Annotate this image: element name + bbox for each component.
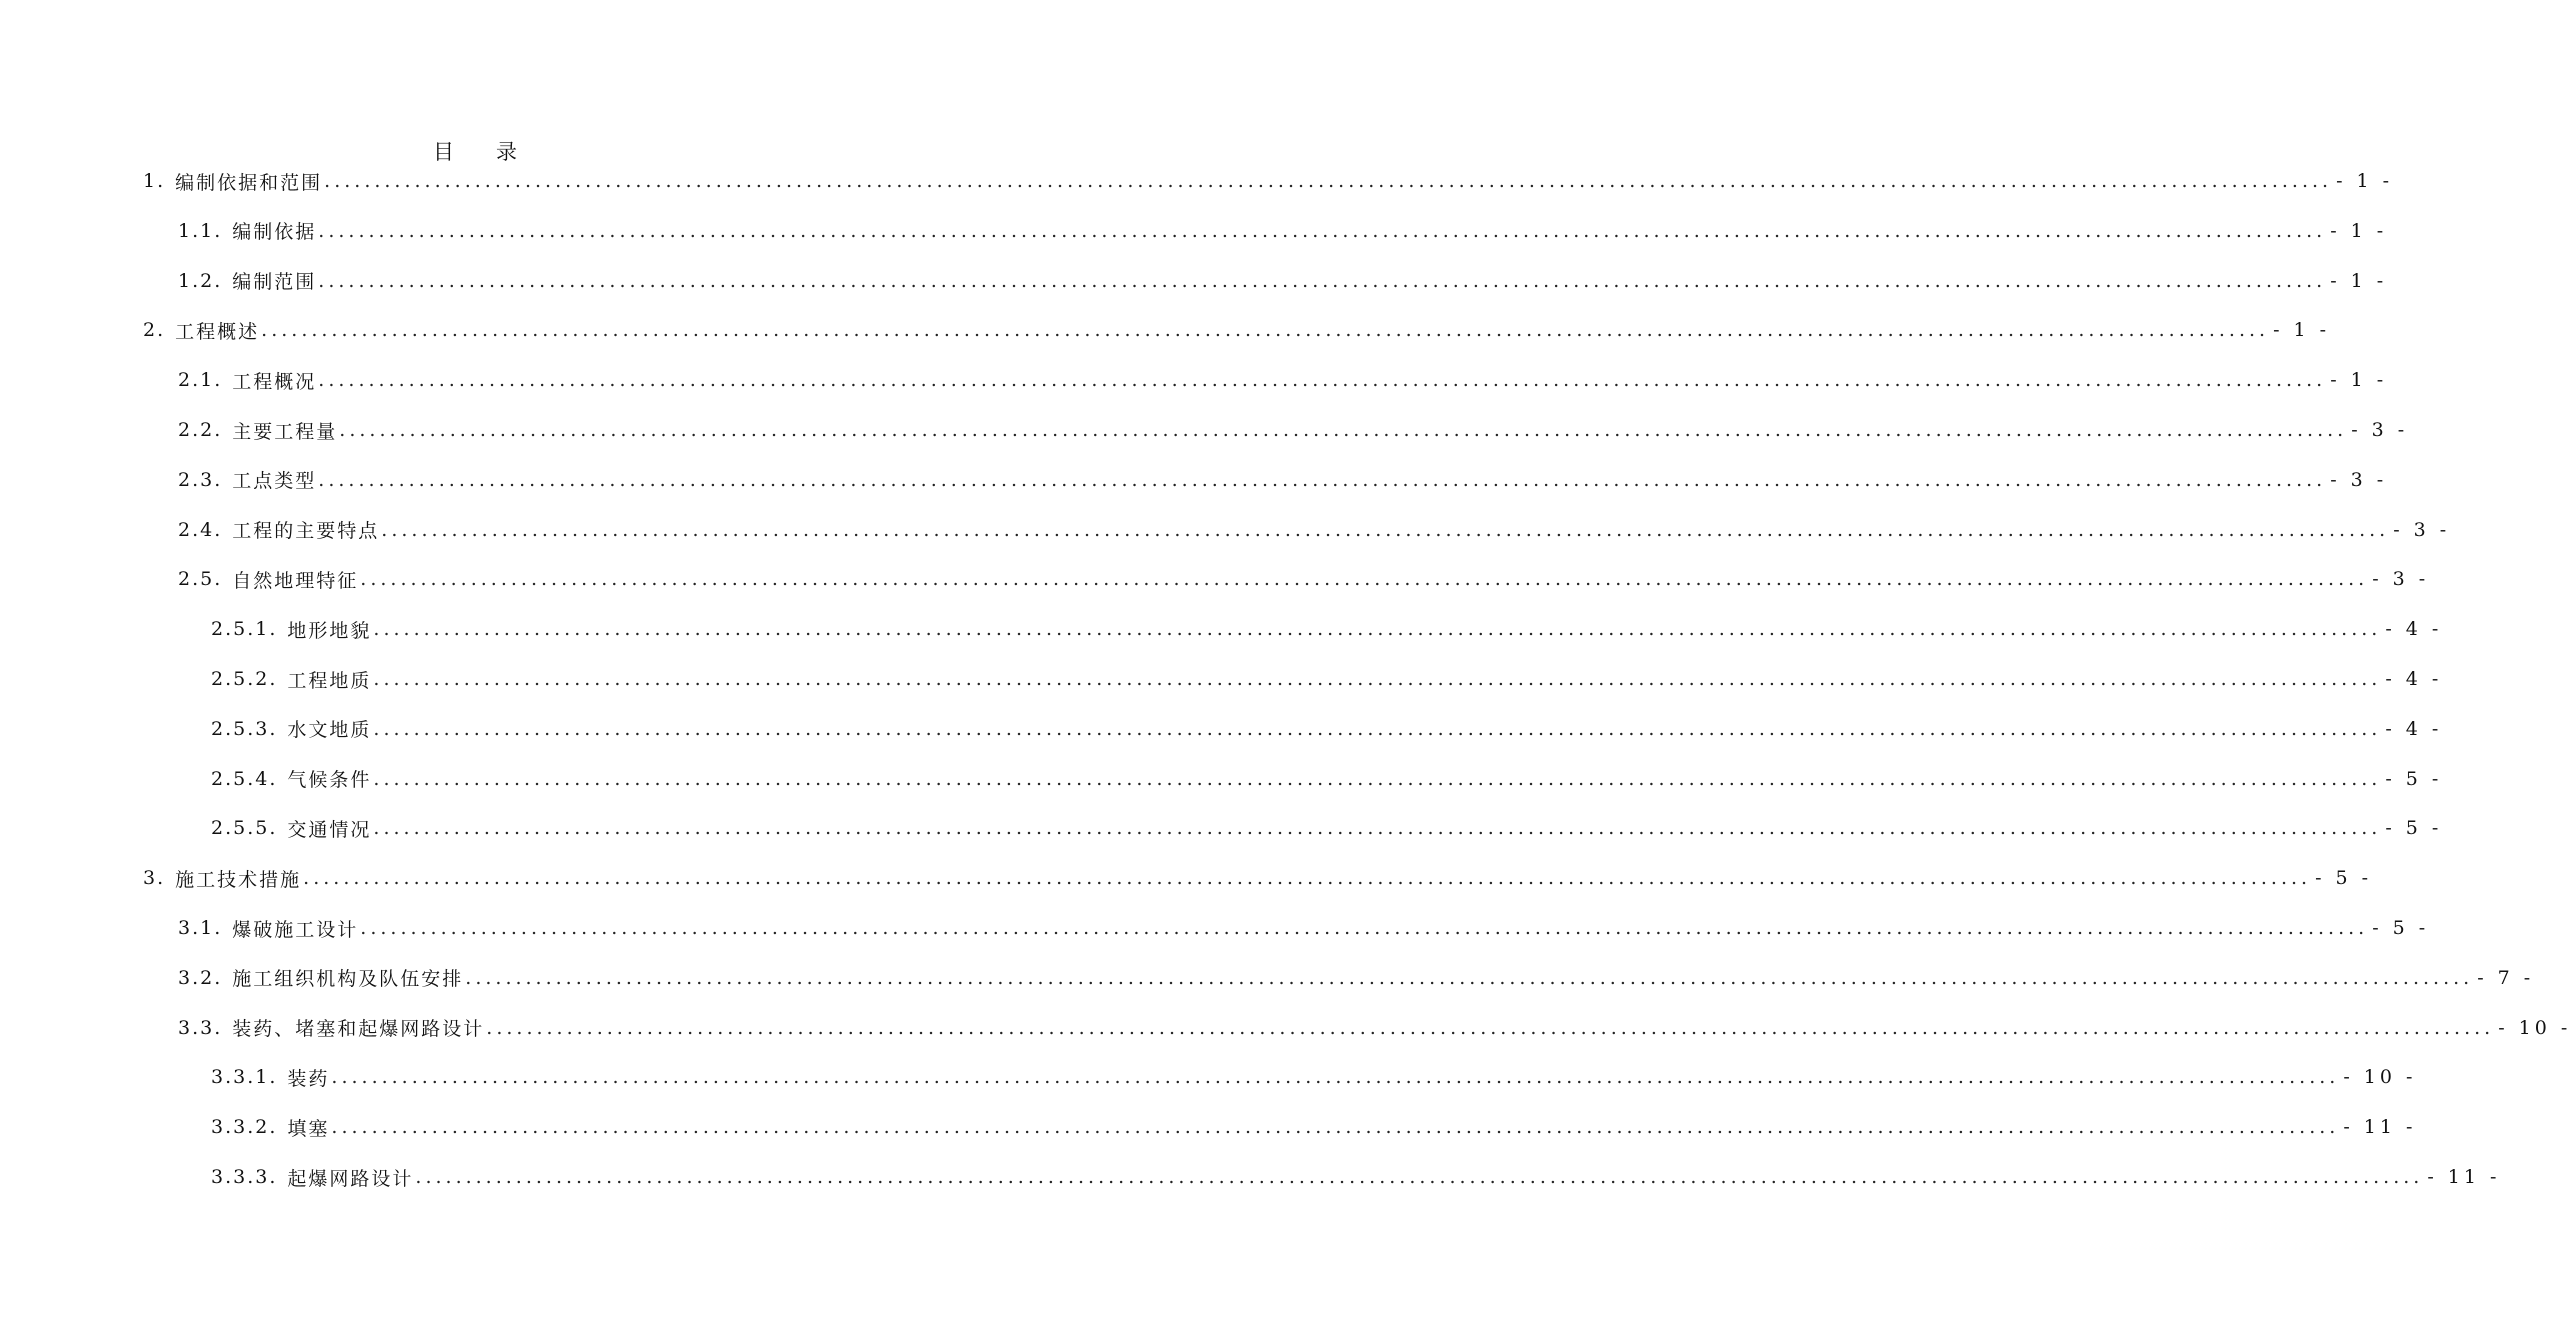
toc-entry-level-3[interactable] — [211, 1157, 2501, 1197]
toc-entry-level-2[interactable] — [178, 410, 2409, 450]
toc-entry-title: 施工技术措施 — [175, 868, 302, 891]
toc-entry-number: 3.3. — [178, 1016, 223, 1039]
toc-entry-title: 爆破施工设计 — [232, 918, 359, 941]
toc-dot-leader: ........................................................................................................................................................................................................ — [331, 1066, 2340, 1089]
toc-entry-page-number: - 4 - — [2385, 668, 2443, 690]
toc-entry-title: 自然地理特征 — [232, 569, 359, 592]
toc-entry-number: 2.5.3. — [211, 717, 278, 740]
toc-entry-level-2[interactable] — [178, 460, 2388, 500]
toc-dot-leader: ........................................................................................................................................................................................................ — [339, 419, 2348, 441]
toc-dot-leader: ........................................................................................................................................................................................................ — [373, 668, 2382, 690]
toc-entry-number: 3.3.1. — [211, 1066, 278, 1089]
toc-entry-number: 2.5. — [178, 568, 223, 591]
toc-entry-page-number: - 5 - — [2315, 867, 2373, 890]
toc-entry-level-2[interactable] — [178, 958, 2535, 998]
toc-dot-leader: ........................................................................................................................................................................................................ — [303, 867, 2312, 890]
toc-entry-page-number: - 1 - — [2330, 269, 2388, 292]
toc-dot-leader: ........................................................................................................................................................................................................ — [465, 966, 2474, 989]
toc-entry-title: 地形地貌 — [287, 619, 372, 642]
toc-dot-leader: ........................................................................................................................................................................................................ — [261, 319, 2270, 342]
toc-entry-level-2[interactable] — [178, 559, 2430, 599]
toc-entry-title: 水文地质 — [287, 719, 372, 742]
toc-dot-leader: ........................................................................................................................................................................................................ — [360, 917, 2369, 939]
toc-entry-number: 1.1. — [178, 219, 223, 242]
toc-entry-title: 填塞 — [287, 1117, 330, 1140]
toc-entry-number: 3.3.2. — [211, 1116, 278, 1139]
toc-dot-leader: ........................................................................................................................................................................................................ — [373, 767, 2382, 790]
toc-entry-page-number: - 1 - — [2273, 319, 2331, 342]
toc-dot-leader: ........................................................................................................................................................................................................ — [381, 518, 2390, 541]
toc-entry-number: 1. — [143, 170, 166, 192]
toc-entry-page-number: - 7 - — [2477, 966, 2535, 989]
toc-entry-title: 气候条件 — [287, 769, 372, 792]
toc-entry-number: 2. — [143, 319, 166, 342]
toc-entry-page-number: - 3 - — [2330, 468, 2388, 491]
toc-entry-title: 起爆网路设计 — [287, 1167, 414, 1190]
toc-dot-leader: ........................................................................................................................................................................................................ — [318, 219, 2327, 242]
toc-entry-title: 工程地质 — [287, 669, 372, 692]
toc-entry-page-number: - 5 - — [2385, 767, 2443, 790]
toc-entry-level-1[interactable] — [143, 161, 2394, 201]
toc-entry-page-number: - 3 - — [2372, 568, 2430, 591]
toc-entry-number: 3.1. — [178, 917, 223, 939]
toc-dot-leader: ........................................................................................................................................................................................................ — [373, 817, 2382, 840]
toc-dot-leader: ........................................................................................................................................................................................................ — [373, 717, 2382, 740]
toc-entry-number: 2.5.2. — [211, 668, 278, 690]
toc-entry-page-number: - 10 - — [2343, 1066, 2417, 1089]
toc-entry-title: 工点类型 — [232, 470, 317, 493]
toc-dot-leader: ........................................................................................................................................................................................................ — [324, 170, 2333, 192]
toc-dot-leader: ........................................................................................................................................................................................................ — [318, 269, 2327, 292]
toc-entry-page-number: - 1 - — [2330, 219, 2388, 242]
toc-title: 目 录 — [433, 140, 517, 164]
toc-entry-title: 编制依据 — [232, 221, 317, 244]
toc-dot-leader: ........................................................................................................................................................................................................ — [360, 568, 2369, 591]
toc-dot-leader: ........................................................................................................................................................................................................ — [318, 369, 2327, 392]
toc-entry-number: 2.5.5. — [211, 817, 278, 840]
toc-entry-title: 交通情况 — [287, 818, 372, 841]
toc-dot-leader: ........................................................................................................................................................................................................ — [415, 1166, 2424, 1188]
toc-dot-leader: ........................................................................................................................................................................................................ — [318, 468, 2327, 491]
toc-entry-level-1[interactable] — [143, 310, 2331, 350]
toc-entry-title: 工程的主要特点 — [232, 520, 380, 543]
toc-entry-page-number: - 11 - — [2343, 1116, 2417, 1139]
toc-entry-level-2[interactable] — [178, 360, 2388, 400]
toc-entry-number: 3.3.3. — [211, 1166, 278, 1188]
toc-dot-leader: ........................................................................................................................................................................................................ — [373, 618, 2382, 641]
toc-entry-level-2[interactable] — [178, 908, 2430, 948]
toc-entry-title: 工程概述 — [175, 320, 260, 343]
toc-entry-level-1[interactable] — [143, 858, 2373, 898]
toc-entry-level-2[interactable] — [178, 261, 2388, 301]
toc-dot-leader: ........................................................................................................................................................................................................ — [331, 1116, 2340, 1139]
toc-entry-number: 2.1. — [178, 369, 223, 392]
toc-entry-level-2[interactable] — [178, 1008, 2571, 1048]
toc-entry-page-number: - 10 - — [2498, 1016, 2571, 1039]
toc-entry-number: 3.2. — [178, 966, 223, 989]
toc-entry-page-number: - 11 - — [2427, 1166, 2501, 1188]
toc-entry-page-number: - 1 - — [2336, 170, 2394, 192]
toc-entry-title: 装药、堵塞和起爆网路设计 — [232, 1018, 485, 1041]
toc-entry-level-3[interactable] — [211, 808, 2443, 848]
toc-entry-level-3[interactable] — [211, 659, 2443, 699]
toc-entry-level-3[interactable] — [211, 759, 2443, 799]
toc-entry-title: 工程概况 — [232, 370, 317, 393]
toc-entry-page-number: - 3 - — [2351, 419, 2409, 441]
toc-entry-page-number: - 4 - — [2385, 618, 2443, 641]
toc-entry-level-3[interactable] — [211, 1107, 2417, 1147]
toc-entry-level-3[interactable] — [211, 1057, 2417, 1097]
toc-entry-page-number: - 3 - — [2393, 518, 2451, 541]
toc-entry-number: 3. — [143, 867, 166, 890]
toc-entry-number: 2.4. — [178, 518, 223, 541]
toc-entry-title: 施工组织机构及队伍安排 — [232, 968, 464, 991]
toc-entry-title: 主要工程量 — [232, 420, 338, 443]
toc-entry-page-number: - 5 - — [2372, 917, 2430, 939]
toc-entry-level-2[interactable] — [178, 211, 2388, 251]
toc-entry-number: 2.3. — [178, 468, 223, 491]
toc-dot-leader: ........................................................................................................................................................................................................ — [486, 1016, 2495, 1039]
toc-entry-level-2[interactable] — [178, 510, 2451, 550]
toc-entry-level-3[interactable] — [211, 609, 2443, 649]
toc-entry-title: 编制依据和范围 — [175, 171, 323, 194]
toc-entry-page-number: - 5 - — [2385, 817, 2443, 840]
toc-entry-page-number: - 1 - — [2330, 369, 2388, 392]
toc-entry-number: 1.2. — [178, 269, 223, 292]
toc-entry-number: 2.5.1. — [211, 618, 278, 641]
toc-entry-title: 装药 — [287, 1067, 330, 1090]
toc-entry-page-number: - 4 - — [2385, 717, 2443, 740]
toc-entry-number: 2.5.4. — [211, 767, 278, 790]
toc-entry-title: 编制范围 — [232, 271, 317, 294]
toc-entry-level-3[interactable] — [211, 709, 2443, 749]
toc-entry-number: 2.2. — [178, 419, 223, 441]
